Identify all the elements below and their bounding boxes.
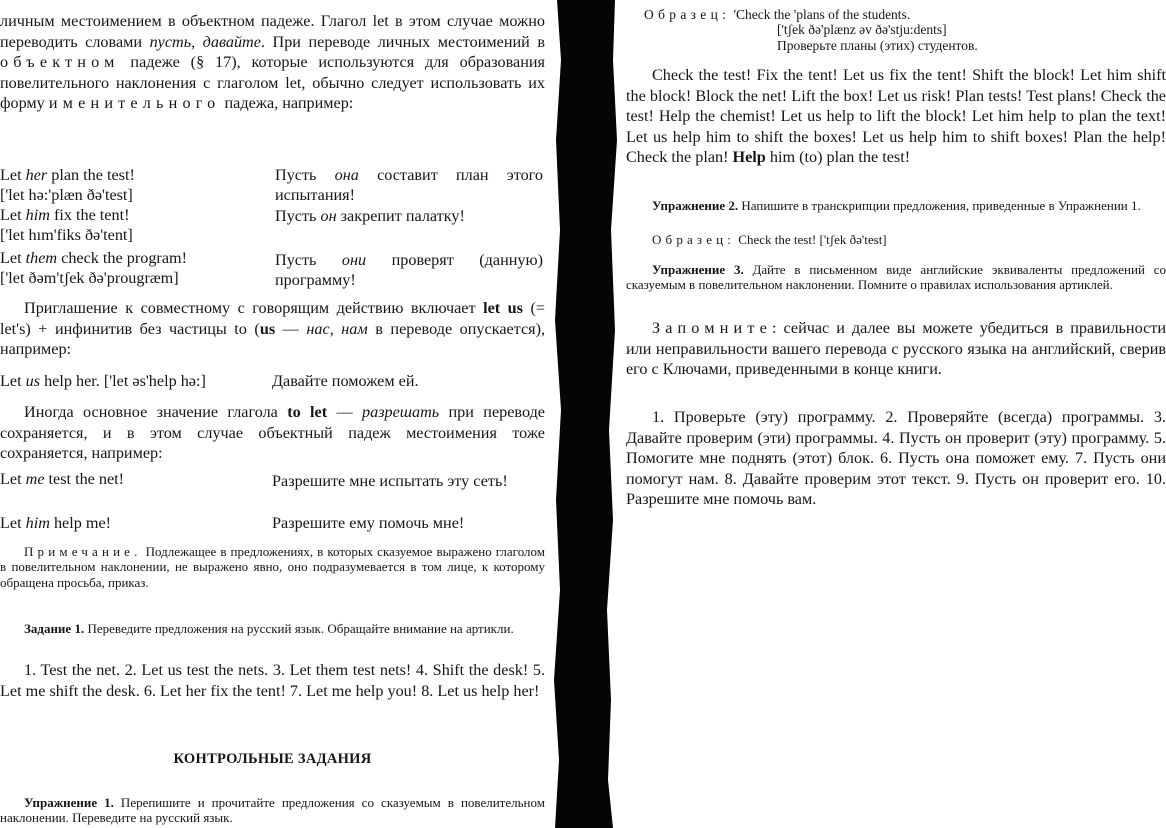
example-2-en: Let him fix the tent! [0,206,130,224]
note-paragraph: Примечание. Подлежащее в предложениях, в которых сказуемое выражено глаголом в повелительном наклонении, не выражено явно, оно подразумевается в том лице, к которому обращена просьба, приказ. [0,544,545,590]
example-3-en: Let them check the program! [0,249,187,267]
remember-paragraph: Запомните: сейчас и далее вы можете убедиться в правильности или неправильности вашего перевода с русского языка на английский, сверив его с Ключами, приведенными в конце книги. [626,319,1166,378]
exercise-3-sentences: 1. Проверьте (эту) программу. 2. Проверяйте (всегда) программы. 3. Давайте проверим (эти) программы. 4. Пусть он проверит (эту) программу. 5. Помогите мне поднять (этот) блок. 6. Пусть она поможет ему. 7. Пусть они помогут нам. 8. Давайте проверим этот текст. 9. Пусть он проверит его. 10. Разрешите мне помочь вам. [626,408,1166,508]
example-2-ru: Пусть он закрепит палатку! [275,207,465,225]
example-1-transcription: ['let hə:'plæn ðə'test] [0,186,133,204]
to-let-paragraph: Иногда основное значение глагола to let — разрешать при переводе сохраняется, и в этом случае объектный падеж местоимения тоже сохраняется, например: [0,403,545,462]
example-1-en: Let her plan the test! [0,166,135,184]
permit-example-2-en: Let him help me! [0,514,112,532]
task-1-instructions: Задание 1. Переведите предложения на русский язык. Обращайте внимание на артикли. [24,621,514,636]
exercise-3-instructions: Упражнение 3. Дайте в письменном виде английские эквиваленты предложений со сказуемым в повелительном наклонении. Помните о правилах использования артиклей. [626,262,1166,293]
sample-block: Образец: 'Check the 'plans of the students. ['tʃek ðə'plænz əv ðə'stju:dents] Проверьте планы (этих) студентов. [644,7,978,53]
let-us-example-en: Let us help her. ['let əs'help hə:] [0,372,206,390]
book-gutter-shadow [551,0,623,828]
exercise-1-instructions: Упражнение 1. Перепишите и прочитайте предложения со сказуемым в повелительном наклонении. Переведите на русский язык. [0,795,545,826]
exercise-1-sentences: Check the test! Fix the tent! Let us fix the tent! Shift the block! Let him shift the block! Block the net! Lift the box! Let us risk! Plan tests! Test plans! Check the test! Help the chemist! Let us help to lift the block! Let him help to plan the text! Let us help him to shift the boxes! Let us help him to shift boxes! Plan the help! Check the plan! Help him (to) plan the test! [626,66,1166,166]
permit-example-1-ru: Разрешите мне испытать эту сеть! [272,472,508,490]
example-2-transcription: ['let hım'fiks ðə'tent] [0,226,133,244]
example-3-ru: Пусть они проверят (данную) программу! [275,251,543,289]
permit-example-1-en: Let me test the net! [0,470,125,488]
example-3-transcription: ['let ðəm'tʃek ðə'prougræm] [0,269,179,287]
permit-example-2-ru: Разрешите ему помочь мне! [272,514,465,532]
let-us-paragraph: Приглашение к совместному с говорящим действию включает let us (= let's) + инфинитив без частицы to (us — нас, нам в переводе опускается), например: [0,299,546,358]
exercise-2-sample: Образец: Check the test! ['tʃek ðə'test] [652,232,887,247]
section-heading: КОНТРОЛЬНЫЕ ЗАДАНИЯ [173,751,372,767]
let-us-example-ru: Давайте поможем ей. [272,372,419,390]
exercise-2-instructions: Упражнение 2. Напишите в транскрипции предложения, приведенные в Упражнении 1. [652,198,1141,213]
task-1-sentences: 1. Test the net. 2. Let us test the nets. 3. Let them test nets! 4. Shift the desk! 5. Let me shift the desk. 6. Let her fix the tent! 7. Let me help you! 8. Let us help her! [0,661,545,700]
example-1-ru: Пусть она составит план этого испытания! [275,166,543,204]
intro-paragraph: личным местоимением в объектном падеже. Глагол let в этом случае можно переводить словами пусть, давайте. При переводе личных местоимений в объектном падеже (§ 17), которые используются для образования повелительного наклонения с глаголом let, обычно следует использовать их форму именительного падежа, например: [0,12,545,112]
